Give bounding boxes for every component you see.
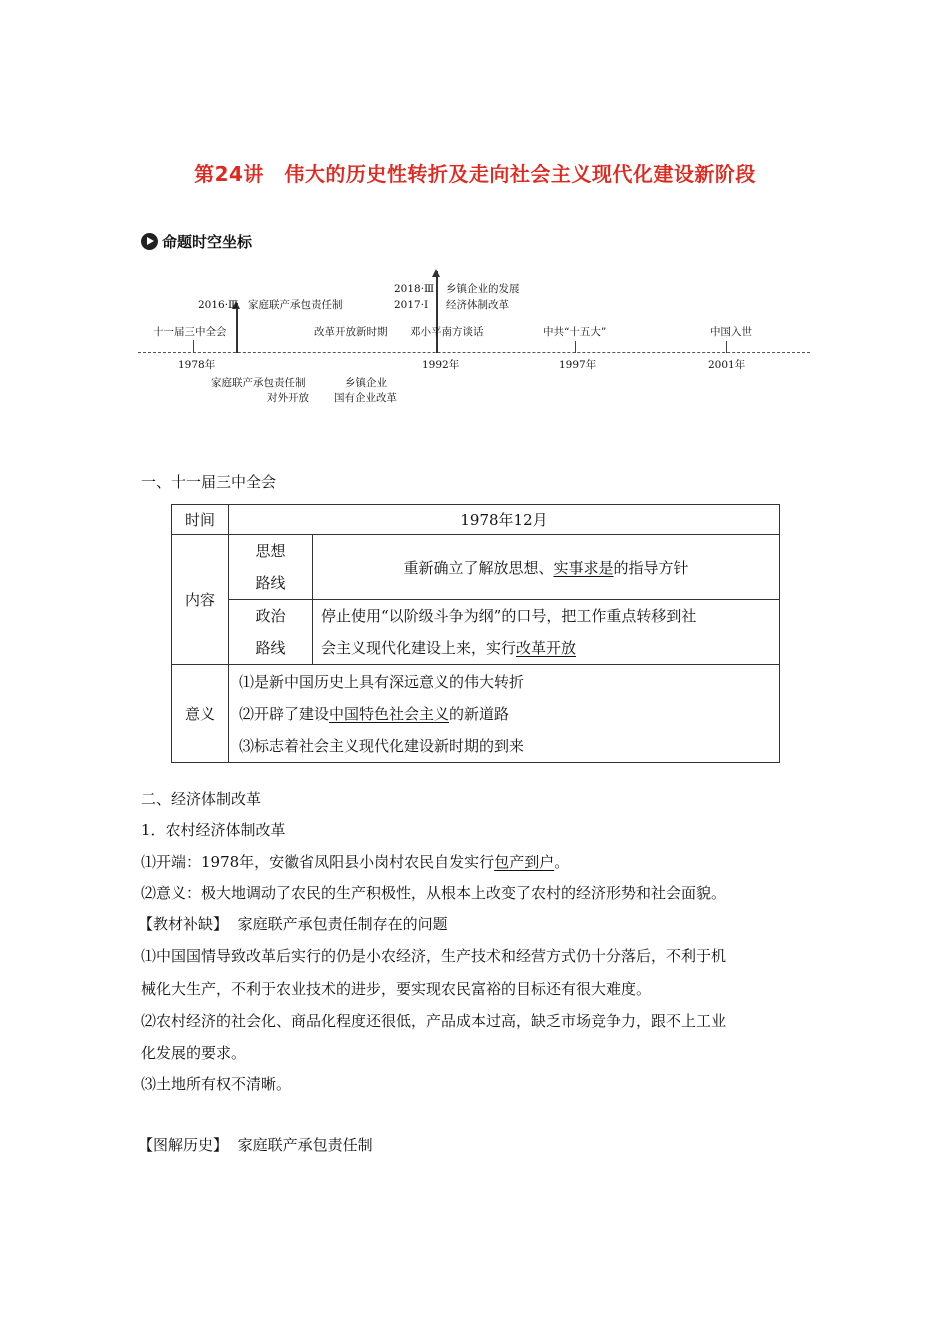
diagram-heading: 【图解历史】 家庭联产承包责任制 [138, 1136, 373, 1154]
rural-reform-start: ⑴开端：1978年，安徽省凤阳县小岗村农民自发实行包产到户。 [141, 853, 570, 871]
time-value: 1978年12月 [229, 505, 780, 535]
page-title: 第24讲 伟大的历史性转折及走向社会主义现代化建设新阶段 [194, 162, 756, 186]
label-2017: 2017·Ⅰ [394, 299, 429, 311]
supplement-item-1-line2: 械化大生产，不利于农业技术的进步，要实现农民富裕的目标还有很大难度。 [141, 980, 652, 998]
label-2018: 2018·Ⅲ [394, 283, 435, 295]
label-2016: 2016·Ⅲ [198, 299, 239, 311]
event-southern-tour: 邓小平南方谈话 [410, 326, 484, 338]
supplement-item-2-line2: 化发展的要求。 [141, 1044, 247, 1062]
thought-line-content: 重新确立了解放思想、实事求是的指导方针 [313, 535, 780, 600]
label-2016-text: 家庭联产承包责任制 [248, 299, 343, 311]
table-row [172, 505, 780, 535]
thought-line-label: 思想 路线 [229, 535, 313, 600]
bottom-opening-up: 对外开放 [267, 392, 309, 404]
table-row [172, 600, 780, 665]
timeline-arrow-1992 [436, 271, 438, 353]
label-2017-text: 经济体制改革 [446, 299, 509, 311]
year-2001: 2001年 [708, 359, 746, 371]
content-label: 内容 [172, 535, 229, 665]
meaning-label: 意义 [172, 665, 229, 763]
part1-heading: 一、十一届三中全会 [141, 473, 277, 491]
section-header-label: 命题时空坐标 [162, 233, 253, 251]
supplement-heading: 【教材补缺】 家庭联产承包责任制存在的问题 [138, 915, 448, 933]
event-third-plenum: 十一届三中全会 [153, 326, 227, 338]
section-header [141, 231, 252, 252]
bottom-township-enterprise: 乡镇企业 [345, 377, 387, 389]
time-label: 时间 [172, 505, 229, 535]
part2-heading: 二、经济体制改革 [141, 790, 262, 808]
rural-reform-meaning: ⑵意义：极大地调动了农民的生产积极性，从根本上改变了农村的经济形势和社会面貌。 [141, 884, 727, 902]
event-wto: 中国入世 [710, 326, 752, 338]
plenum-table [171, 504, 780, 763]
year-1992: 1992年 [422, 359, 460, 371]
supplement-item-3: ⑶土地所有权不清晰。 [141, 1075, 292, 1093]
tick-2001 [726, 341, 727, 353]
supplement-item-1-line1: ⑴中国国情导致改革后实行的仍是小农经济，生产技术和经营方式仍十分落后，不利于机 [141, 947, 727, 965]
play-icon [141, 233, 158, 250]
label-2018-text: 乡镇企业的发展 [446, 283, 520, 295]
year-1978: 1978年 [178, 359, 216, 371]
event-15th-congress: 中共“十五大” [543, 326, 607, 338]
political-line-label: 政治 路线 [229, 600, 313, 665]
year-1997: 1997年 [559, 359, 597, 371]
tick-1978 [193, 340, 194, 353]
supplement-item-2-line1: ⑵农村经济的社会化、商品化程度还很低，产品成本过高，缺乏市场竞争力，跟不上工业 [141, 1012, 727, 1030]
bottom-soe-reform: 国有企业改革 [334, 392, 397, 404]
table-row [172, 535, 780, 600]
tick-1997 [575, 341, 576, 353]
event-new-era: 改革开放新时期 [314, 326, 388, 338]
timeline-axis [138, 352, 810, 353]
bottom-household-contract: 家庭联产承包责任制 [211, 377, 306, 389]
rural-reform-heading: 1．农村经济体制改革 [141, 821, 286, 839]
meaning-content: ⑴是新中国历史上具有深远意义的伟大转折 ⑵开辟了建设中国特色社会主义的新道路 ⑶标志着社会主义现代化建设新时期的到来 [229, 665, 780, 763]
table-row [172, 665, 780, 763]
political-line-content: 停止使用“以阶级斗争为纲”的口号，把工作重点转移到社 会主义现代化建设上来，实行改革开放 [313, 600, 780, 665]
